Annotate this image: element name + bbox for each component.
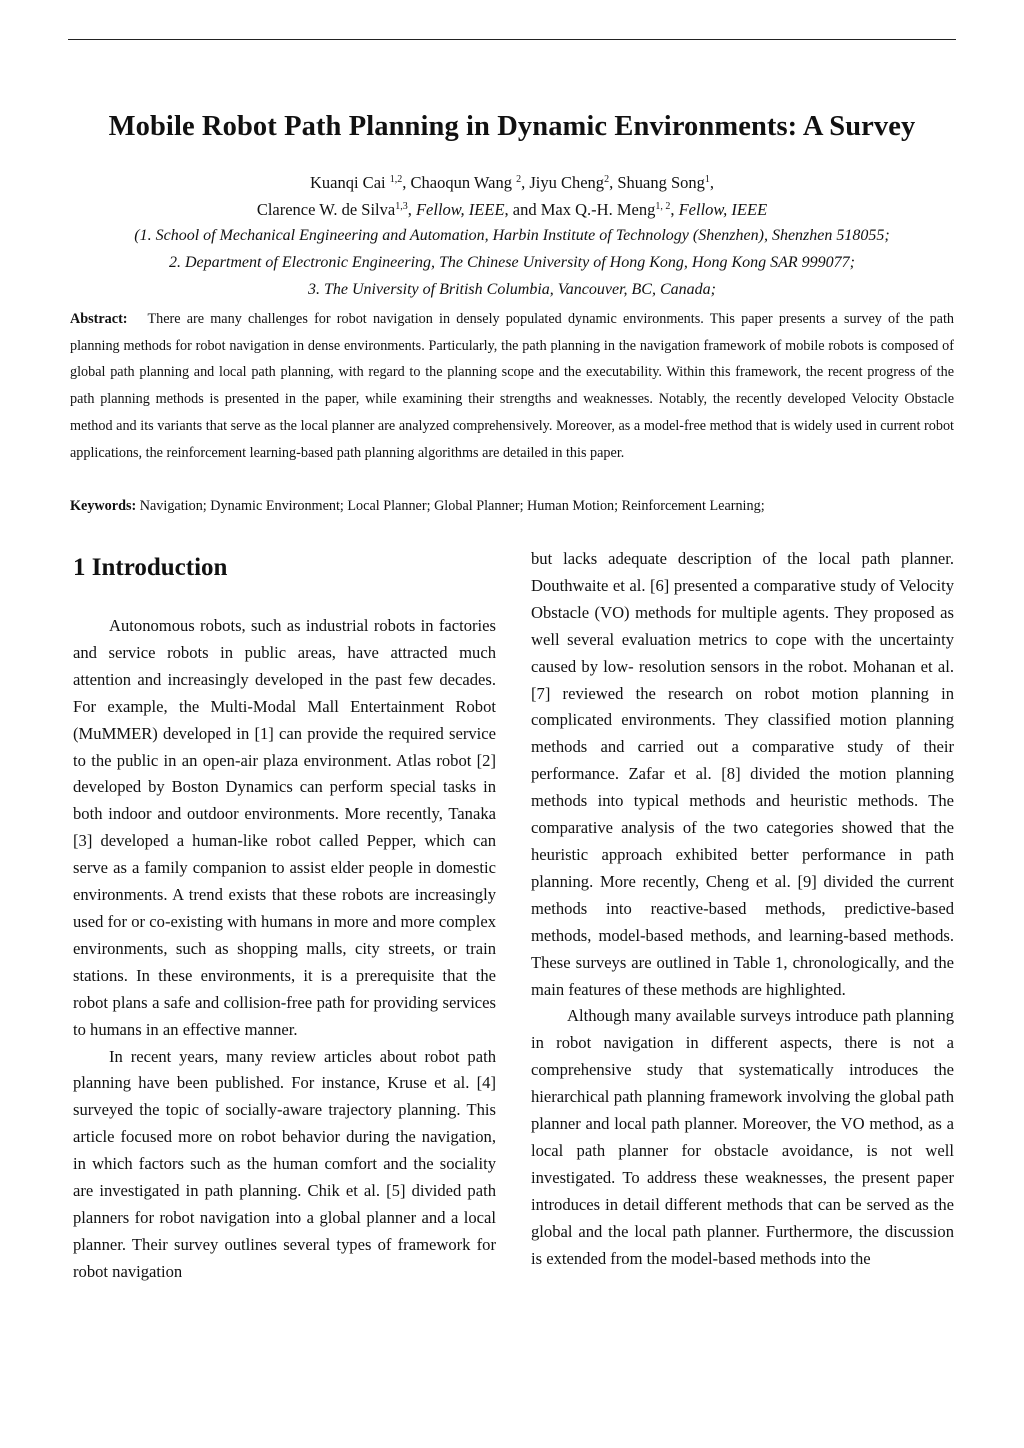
keywords-label: Keywords: bbox=[70, 498, 137, 514]
author-name: Clarence W. de Silva bbox=[256, 200, 396, 219]
author-affil-marker: 1,3 bbox=[395, 201, 408, 212]
keywords-text: Navigation; Dynamic Environment; Local Planner; Global Planner; Human Motion; Reinforcement Learning; bbox=[139, 498, 765, 514]
paragraph: but lacks adequate description of the local path planner. Douthwaite et al. [6] presented a comparative study of Velocity Obstacle (VO) methods for multiple agents. They proposed as well several evaluation metrics to cope with the uncertainty caused by low- resolution sensors in the robot. Mohanan et al. [7] reviewed the research on robot motion planning in complicated environments. They classified motion planning methods and carried out a comparative study of their performance. Zafar et al. [8] divided the motion planning methods into typical methods and heuristic methods. The comparative analysis of the two categories showed that the heuristic approach exhibited better performance in path planning. More recently, Cheng et al. [9] divided the current methods into reactive-based methods, predictive-based methods, model-based methods, and learning-based methods. These surveys are outlined in Table 1, chronologically, and the main features of these methods are highlighted. bbox=[531, 549, 954, 999]
header-rule bbox=[68, 39, 956, 40]
author-affil-marker: 1 bbox=[704, 174, 710, 185]
author-line-1: Kuanqi Cai $^{1,2}$, Chaoqun Wang $^2$, Jiyu Cheng$^2$, Shuang Song$^1$, bbox=[309, 173, 714, 192]
affiliation-3: 3. The University of British Columbia, Vancouver, BC, Canada; bbox=[308, 281, 716, 298]
paper-title: Mobile Robot Path Planning in Dynamic Environments: A Survey bbox=[108, 111, 916, 142]
author-name: Shuang Song bbox=[617, 173, 705, 192]
affiliation-2: 2. Department of Electronic Engineering, The Chinese University of Hong Kong, Hong Kong SAR 999077; bbox=[169, 254, 855, 271]
left-column bbox=[73, 613, 496, 1286]
author-name: Jiyu Cheng bbox=[529, 173, 605, 192]
paragraph: Autonomous robots, such as industrial robots in factories and service robots in public areas, have attracted much attention and increasingly developed in the past few decades. For example, the Multi-Modal Mall Entertainment Robot (MuMMER) developed in [1] can provide the required service to the public in an open-air plaza environment. Atlas robot [2] developed by Boston Dynamics can perform special tasks in both indoor and outdoor environments. More recently, Tanaka [3] developed a human-like robot called Pepper, which can serve as a family companion to assist elder people in domestic environments. A trend exists that these robots are increasingly used for or co-existing with humans in more and more complex environments, such as shopping malls, city streets, or train stations. In these environments, it is a prerequisite that the robot plans a safe and collision-free path for providing services to humans in an effective manner. bbox=[73, 616, 496, 1039]
author-affil-marker: 2 bbox=[516, 174, 522, 185]
author-affil-marker: 1,2 bbox=[389, 174, 403, 185]
author-line-2: Clarence W. de Silva$^{1,3}$, Fellow, IEEE, and Max Q.-H. Meng$^{1, 2}$, Fellow, IEEE bbox=[256, 200, 768, 219]
author-affil-marker: 1, 2 bbox=[655, 201, 671, 212]
author-role: Fellow, IEEE bbox=[678, 200, 768, 219]
section-heading: 1 Introduction bbox=[73, 554, 228, 581]
paragraph: Although many available surveys introduce path planning in robot navigation in different aspects, there is not a comprehensive study that systematically introduces the hierarchical path planning framework involving the global path planner and local path planner. Moreover, the VO method, as a local path planner for obstacle avoidance, is not well investigated. To address these weaknesses, the present paper introduces in detail different methods that can be served as the global and the local path planner. Furthermore, the discussion is extended from the model-based methods into the bbox=[531, 1006, 954, 1268]
affiliation-1: (1. School of Mechanical Engineering and Automation, Harbin Institute of Technology (Shenzhen), Shenzhen 518055; bbox=[134, 227, 890, 244]
keywords bbox=[70, 493, 954, 519]
author-name: Max Q.-H. Meng bbox=[540, 200, 656, 219]
abstract-label: Abstract: bbox=[70, 311, 128, 327]
author-name: Kuanqi Cai bbox=[309, 173, 386, 192]
abstract bbox=[70, 306, 954, 466]
author-name: Chaoqun Wang bbox=[410, 173, 512, 192]
author-role: Fellow, IEEE bbox=[415, 200, 505, 219]
right-column bbox=[531, 546, 954, 1272]
author-affil-marker: 2 bbox=[604, 174, 610, 185]
abstract-text: There are many challenges for robot navigation in densely populated dynamic environments. This paper presents a survey of the path planning methods for robot navigation in dense environments. Particularly, the path planning in the navigation framework of mobile robots is composed of global path planning and local path planning, with regard to the planning scope and the executability. Within this framework, the recent progress of the path planning methods is presented in the paper, while examining their strengths and weaknesses. Notably, the recently developed Velocity Obstacle method and its variants that serve as the local planner are analyzed comprehensively. Moreover, as a model-free method that is widely used in current robot applications, the reinforcement learning-based path planning algorithms are detailed in this paper. bbox=[70, 311, 955, 461]
paragraph: In recent years, many review articles about robot path planning have been published. For instance, Kruse et al. [4] surveyed the topic of socially-aware trajectory planning. This article focused more on robot behavior during the navigation, in which factors such as the human comfort and the sociality are investigated in path planning. Chik et al. [5] divided path planners for robot navigation into a global planner and a local planner. Their survey outlines several types of framework for robot navigation bbox=[73, 1046, 496, 1281]
